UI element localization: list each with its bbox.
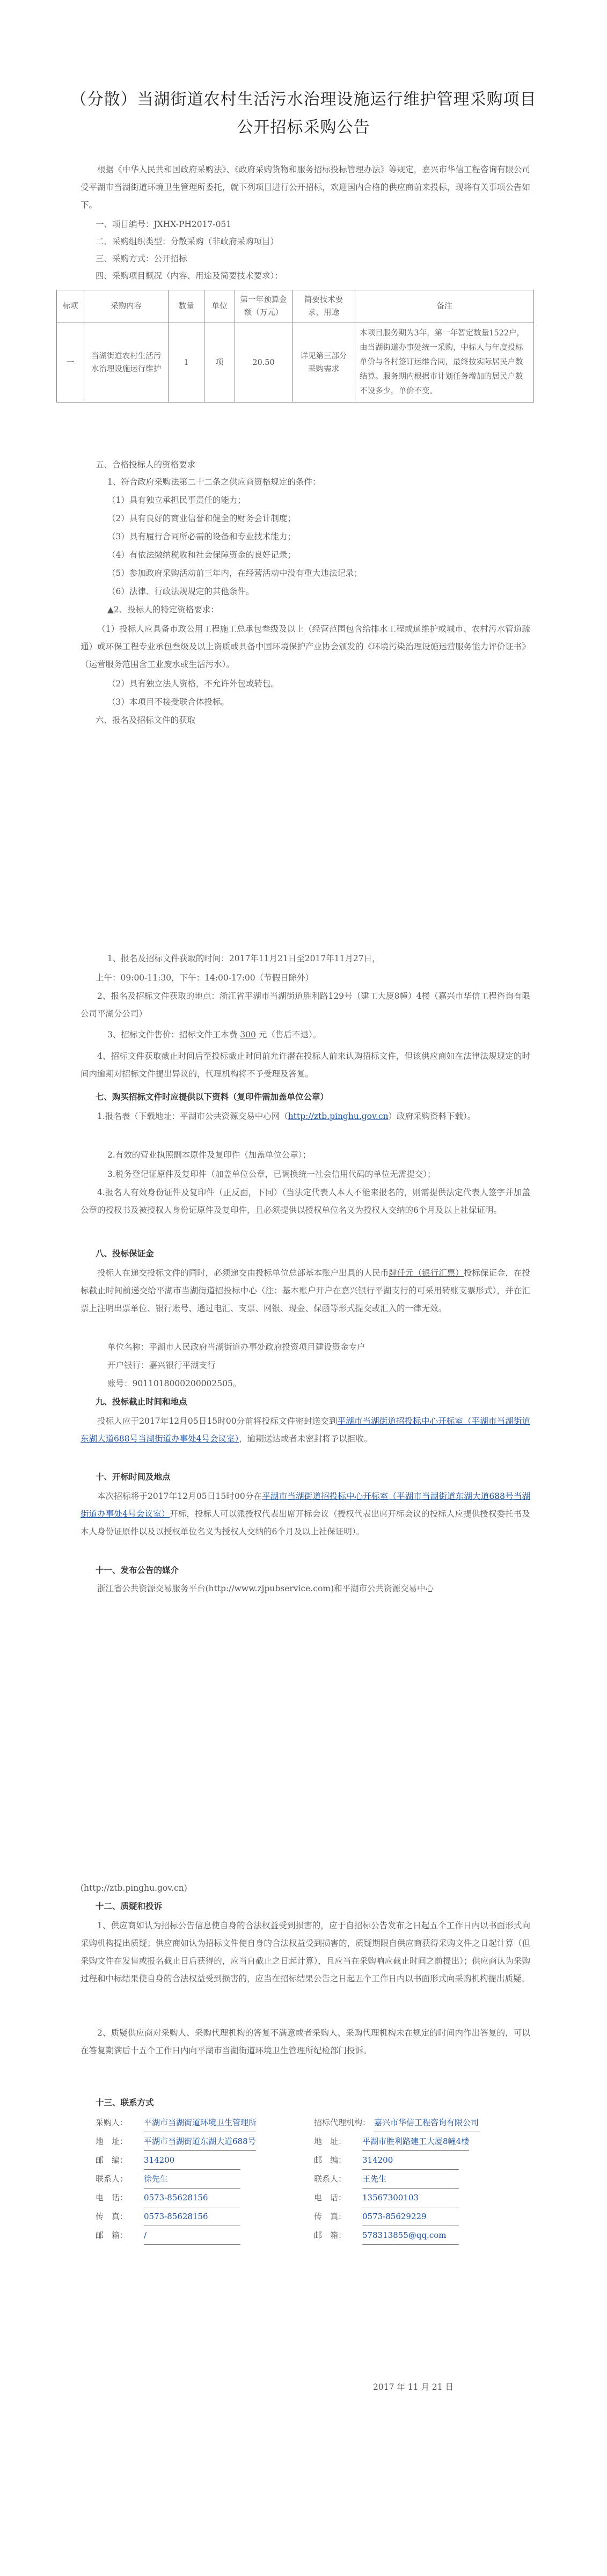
document-item-2: 2.有效的营业执照副本原件及复印件（加盖单位公章）；: [107, 1150, 311, 1160]
table-cell-tech: 详见第三部分采购需求: [292, 323, 355, 402]
buyer-person: 徐先生: [144, 2170, 240, 2189]
media-heading: 十一、发布公告的媒介: [96, 1565, 179, 1575]
opening-body: 本次招标将于2017年12月05日15时00分在平湖市当湖街道招投标中心开标室（平湖市当湖街道东湖大道688号当湖街道办事处4号会议室）开标，投标人可以派授权代表出席开标会议（授权代表出席开标会议的投标人应提供授权委托书及本人身份证原件以及以授权单位名义为授权人交纳的6个月及以上社保证明）。: [81, 1491, 530, 1536]
agent-phone: 13567300103: [362, 2189, 459, 2207]
announcement-date: 2017 年 11 月 21 日: [373, 2382, 454, 2392]
agent-contact-block: [314, 2113, 479, 2245]
signup-note: 4、招标文件获取截止时间后至投标截止时间前允许潜在投标人前来认购招标文件，但该供应商如在法律法规规定的时间内逾期对招标文件提出异议的，代理机构将不予受理及答复。: [81, 1051, 530, 1079]
qualification-specific-2: （2）具有独立法人资格，不允许外包或转包。: [107, 679, 279, 689]
document-item-3: 3.税务登记证原件及复印件（加盖单位公章，已调换统一社会信用代码的单位无需提交）；: [107, 1169, 436, 1179]
agent-mail-row: 邮 箱： 578313855@qq.com: [314, 2226, 479, 2245]
deposit-account: 账号：9011018000200002505。: [107, 1379, 242, 1388]
procurement-method: 三、采购方式：公开招标: [96, 254, 187, 264]
buyer-fax: 0573-85628156: [144, 2207, 240, 2226]
complaint-heading: 十二、质疑和投诉: [96, 1901, 163, 1911]
signup-time: 1、报名及招标文件获取的时间：2017年11月21日至2017年11月27日，: [107, 954, 381, 963]
media-body-continued: (http://ztb.pinghu.gov.cn): [81, 1883, 187, 1893]
table-header-cell: 简要技术要求、用途: [292, 290, 355, 323]
table-cell-budget: 20.50: [235, 323, 292, 402]
media-body: 浙江省公共资源交易服务平台(http://www.zjpubservice.com)和平湖市公共资源交易中心: [97, 1584, 434, 1593]
signup-heading: 六、报名及招标文件的获取: [96, 715, 196, 725]
agent-fax: 0573-85629229: [362, 2207, 459, 2226]
table-cell-index: 一: [57, 323, 84, 402]
qualification-item: （6）法律、行政法规规定的其他条件。: [107, 587, 254, 596]
buyer-name: 平湖市当湖街道环境卫生管理所: [144, 2113, 257, 2132]
documents-heading: 七、购买招标文件时应提供以下资料（复印件需加盖单位公章）: [96, 1092, 329, 1102]
table-header-row: [57, 290, 534, 323]
qualification-heading: 五、合格投标人的资格要求: [96, 460, 196, 470]
agent-mail[interactable]: 578313855@qq.com: [362, 2226, 459, 2245]
qualification-specific-heading: ▲2、投标人的特定资格要求：: [107, 605, 219, 614]
buyer-person-row: 联系人： 徐先生: [96, 2170, 257, 2189]
table-header-cell: 数量: [169, 290, 204, 323]
table-header-cell: 备注: [355, 290, 534, 323]
buyer-zip: 314200: [144, 2151, 240, 2170]
table-header-cell: 采购内容: [84, 290, 169, 323]
table-header-cell: 单位: [204, 290, 235, 323]
table-header-cell: 第一年预算金额（万元）: [235, 290, 292, 323]
buyer-address: 平湖市当湖街道东湖大道688号: [144, 2132, 256, 2151]
deadline-body: 投标人应于2017年12月05日15时00分前将投标文件密封送交到平湖市当湖街道招投标中心开标室（平湖市当湖街道东湖大道688号当湖街道办事处4号会议室），逾期送达或者未密封将予以拒收。: [81, 1416, 530, 1444]
signup-hours: 上午：09:00-11:30，下午：14:00-17:00（节假日除外）: [96, 973, 314, 983]
agent-fax-row: 传 真： 0573-85629229: [314, 2207, 479, 2226]
buyer-phone: 0573-85628156: [144, 2189, 240, 2207]
agent-zip: 314200: [362, 2151, 459, 2170]
agent-name: 嘉兴市华信工程咨询有限公司: [374, 2113, 479, 2132]
qualification-item: （5）参加政府采购活动前三年内，在经营活动中没有重大违法记录；: [107, 568, 362, 578]
deadline-heading: 九、投标截止时间和地点: [96, 1396, 187, 1407]
deposit-unit: 单位名称：平湖市人民政府当湖街道办事处政府投资项目建设资金专户: [107, 1342, 365, 1352]
page-title-line1: （分散）当湖街道农村生活污水治理设施运行维护管理采购项目: [70, 90, 537, 109]
buyer-name-row: 采购人： 平湖市当湖街道环境卫生管理所: [96, 2113, 257, 2132]
agent-person-row: 联系人： 王先生: [314, 2170, 479, 2189]
table-header-cell: 标项: [57, 290, 84, 323]
deposit-bank: 开户银行：嘉兴银行平湖支行: [107, 1360, 216, 1370]
signup-fee: 3、招标文件售价：招标文件工本费 300 元（售后不退）。: [107, 1030, 321, 1040]
opening-place: 平湖市当湖街道招投标中心开标室（平湖市当湖街道东湖大道688号当湖街道办事处4号会议室）: [81, 1491, 530, 1519]
agent-address-row: 地 址： 平湖市胜利路建工大厦8幢4楼: [314, 2132, 479, 2151]
agent-zip-row: 邮 编： 314200: [314, 2151, 479, 2170]
qualification-item: （1）具有独立承担民事责任的能力；: [107, 495, 246, 505]
qualification-general: 1、符合政府采购法第二十二条之供应商资格规定的条件：: [107, 477, 321, 487]
deposit-amount: 肆仟元（银行汇票）: [389, 1268, 464, 1278]
table-row: [57, 323, 534, 402]
buyer-mail-row: 邮 箱： /: [96, 2226, 257, 2245]
agent-person: 王先生: [362, 2170, 459, 2189]
buyer-zip-row: 邮 编： 314200: [96, 2151, 257, 2170]
complaint-paragraph-1: 1、供应商如认为招标公告信息使自身的合法权益受到损害的，应于自招标公告发布之日起五个工作日内以书面形式向采购机构提出质疑；供应商如认为招标文件使自身的合法权益受到损害的，质疑期限自供应商获得采购文件之日起计算（但采购文件在发售或报名截止日后获得的，应当自截止之日起计算），且应当在采购响应截止时间之前提出）；供应商认为采购过程和中标结果使自身的合法权益受到损害的，应当在招标结果公告之日起五个工作日内以书面形式向采购机构提出质疑。: [81, 1921, 530, 1984]
qualification-item: （3）具有履行合同所必需的设备和专业技术能力；: [107, 532, 296, 541]
fee-amount: 300: [240, 1030, 256, 1040]
buyer-address-row: 地 址： 平湖市当湖街道东湖大道688号: [96, 2132, 257, 2151]
organization-form: 二、采购组织类型：分散采购（非政府采购项目）: [96, 237, 279, 246]
project-number: 一、项目编号：JXHX-PH2017-051: [96, 219, 232, 229]
table-cell-unit: 项: [204, 323, 235, 402]
contact-heading: 十三、联系方式: [96, 2097, 154, 2107]
table-cell-note: 本项目服务期为3年，第一年暂定数量1522户，由当湖街道办事处统一采购，中标人与年度投标单价与各村签订运维合同，最终按实际居民户数结算。服务期内根据市计划任务增加的居民户数不设多少，单价不变。: [355, 323, 534, 402]
buyer-phone-row: 电 话： 0573-85628156: [96, 2189, 257, 2207]
qualification-item: （4）有依法缴纳税收和社会保障资金的良好记录；: [107, 550, 296, 560]
deposit-heading: 八、投标保证金: [96, 1248, 154, 1258]
document-item-1: 1.报名表（下载地址：平湖市公共资源交易中心网（http://ztb.pinghu.gov.cn）政府采购资料下载）。: [97, 1111, 476, 1121]
overview-heading: 四、采购项目概况（内容、用途及简要技术要求）：: [96, 271, 283, 281]
deadline-place: 平湖市当湖街道招投标中心开标室（平湖市当湖街道东湖大道688号当湖街道办事处4号会议室）: [81, 1416, 530, 1444]
deposit-body: 投标人在递交投标文件的同时，必须递交由投标单位总部基本账户出具的人民币肆仟元（银行汇票）投标保证金，在投标截止时间前递交给平湖市当湖街道招投标中心（注：基本账户开户在嘉兴银行平湖支行的可采用转账支票形式），并在汇票上注明出票单位、银行账号、通过电汇、支票、网银、现金、保函等形式提交或汇入的一律无效。: [81, 1268, 530, 1313]
page-title-line2: 公开招标采购公告: [237, 118, 370, 137]
qualification-specific-1: （1）投标人应具备市政公用工程施工总承包叁级及以上（经营范围包含给排水工程或通维护或城市、农村污水管道疏通）或环保工程专业承包叁级及以上资质或具备中国环境保护产业协会颁发的《环境污染治理设施运营服务能力评价证书》（运营服务范围含工业废水或生活污水）。: [81, 624, 530, 669]
signup-place: 2、报名及招标文件获取的地点：浙江省平湖市当湖街道胜利路129号（建工大厦8幢）4楼（嘉兴市华信工程咨询有限公司平湖分公司）: [81, 991, 530, 1019]
agent-name-row: 招标代理机构： 嘉兴市华信工程咨询有限公司: [314, 2113, 479, 2132]
buyer-fax-row: 传 真： 0573-85628156: [96, 2207, 257, 2226]
procurement-table: [56, 290, 534, 402]
table-cell-content: 当湖街道农村生活污水治理设施运行维护: [84, 323, 169, 402]
agent-phone-row: 电 话： 13567300103: [314, 2189, 479, 2207]
buyer-contact-block: [96, 2113, 257, 2245]
complaint-paragraph-2: 2、质疑供应商对采购人、采购代理机构的答复不满意或者采购人、采购代理机构未在规定的时间内作出答复的，可以在答复期满后十五个工作日内向平湖市当湖街道环境卫生管理所纪检部门投诉。: [81, 2028, 530, 2055]
opening-heading: 十、开标时间及地点: [96, 1472, 171, 1482]
qualification-specific-3: （3）本项目不接受联合体投标。: [107, 697, 229, 707]
qualification-item: （2）具有良好的商业信誉和健全的财务会计制度；: [107, 514, 296, 523]
document-item-4: 4.报名人有效身份证件及复印件（正反面，下同）（当法定代表人本人不能来报名的，则需提供法定代表人签字并加盖公章的授权书及被授权人身份证原件及复印件，且必须提供以授权单位名义为授权人交纳的6个月及以上社保证明。: [81, 1188, 530, 1215]
intro-paragraph: 根据《中华人民共和国政府采购法》、《政府采购货物和服务招标投标管理办法》等规定，嘉兴市华信工程咨询有限公司受平湖市当湖街道环境卫生管理所委托，就下列项目进行公开招标，欢迎国内合格的供应商前来投标，现将有关事项公告如下。: [81, 165, 530, 210]
buyer-mail: /: [144, 2226, 240, 2245]
pinghu-ztb-link[interactable]: http://ztb.pinghu.gov.cn: [288, 1111, 389, 1121]
table-cell-qty: 1: [169, 323, 204, 402]
agent-address: 平湖市胜利路建工大厦8幢4楼: [362, 2132, 469, 2151]
